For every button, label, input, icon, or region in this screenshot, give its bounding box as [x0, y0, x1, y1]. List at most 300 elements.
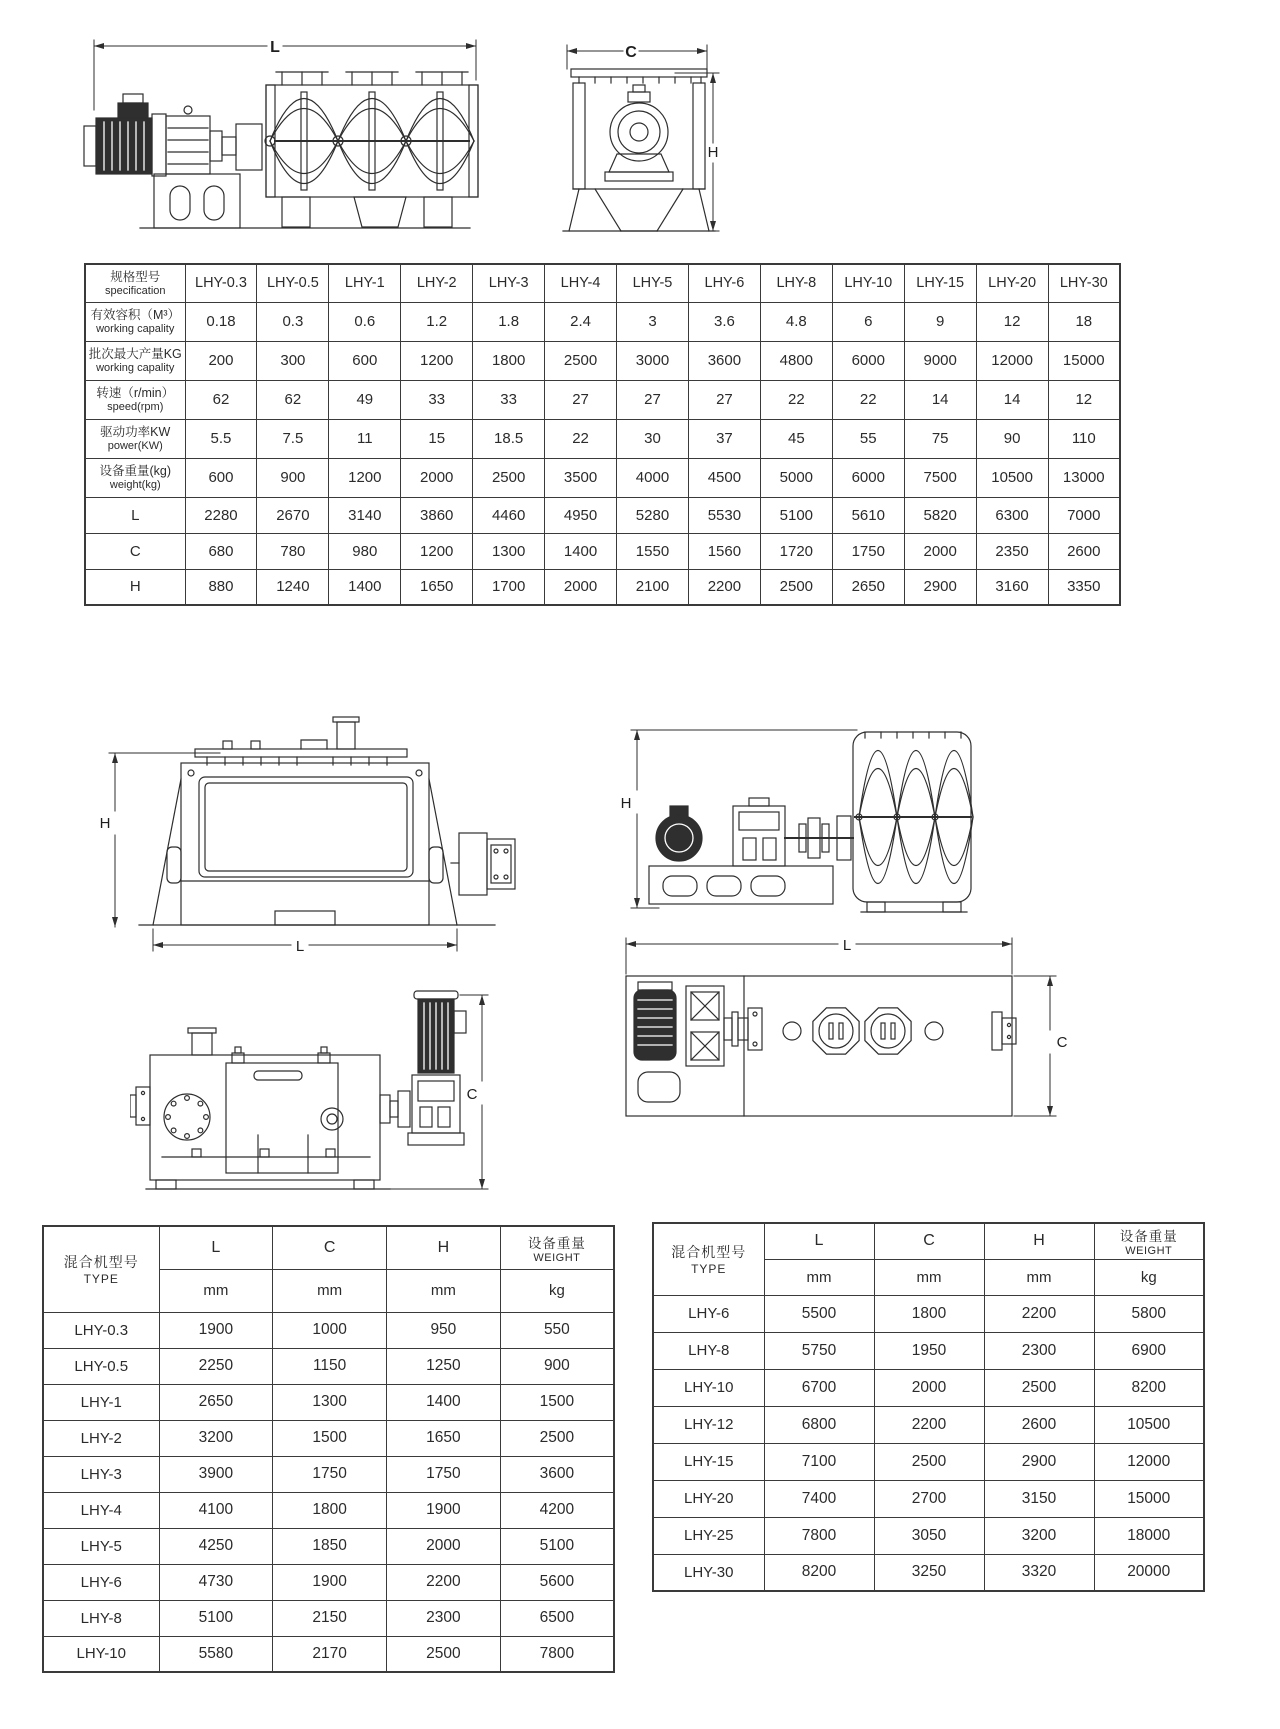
drawing-ribbon-mixer-side-view: [95, 705, 540, 955]
shaft-couplings: [785, 816, 853, 860]
spec-row-label: 批次最大产量KG working capality: [85, 341, 185, 380]
dim-cell: 12000: [1094, 1443, 1204, 1480]
spec-cell: 55: [832, 419, 904, 458]
dim-cell: 3600: [500, 1456, 614, 1492]
dim-row: [43, 1636, 614, 1672]
spec-cell: 2900: [904, 569, 976, 605]
spec-cell: 1800: [473, 341, 545, 380]
dim-cell: 1500: [273, 1420, 387, 1456]
dim-cell: 4730: [159, 1564, 273, 1600]
spec-cell: 12: [976, 302, 1048, 341]
dim-label-l: L: [270, 39, 280, 56]
dim-row-type: LHY-5: [43, 1528, 159, 1564]
spec-cell: 4.8: [760, 302, 832, 341]
spec-model-header: LHY-30: [1048, 264, 1120, 302]
spec-cell: 4500: [688, 458, 760, 497]
spec-header-label: 规格型号 specification: [85, 264, 185, 302]
spec-cell: 6300: [976, 497, 1048, 533]
spray-bar: [162, 1149, 370, 1157]
spec-model-header: LHY-4: [545, 264, 617, 302]
spec-cell: 2500: [473, 458, 545, 497]
spec-cell: 3860: [401, 497, 473, 533]
dim-row-type: LHY-12: [653, 1406, 764, 1443]
base-hopper: [563, 189, 715, 231]
dim-cell: 2500: [500, 1420, 614, 1456]
spec-cell: 5100: [760, 497, 832, 533]
dim-row: [43, 1528, 614, 1564]
spec-cell: 7.5: [257, 419, 329, 458]
spec-cell: 49: [329, 380, 401, 419]
dim-type-header: 混合机型号 TYPE: [653, 1223, 764, 1295]
spec-cell: 3.6: [688, 302, 760, 341]
spec-cell: 5610: [832, 497, 904, 533]
dim-cell: 7800: [764, 1517, 874, 1554]
spec-model-header: LHY-15: [904, 264, 976, 302]
drawing-top-view: [612, 930, 1087, 1185]
dim-col-header: C: [273, 1226, 387, 1269]
spec-row: [85, 533, 1120, 569]
dim-unit-header: kg: [500, 1269, 614, 1312]
spec-cell: 1650: [401, 569, 473, 605]
dim-label-l: L: [295, 938, 305, 955]
gearbox: [733, 798, 785, 866]
spec-cell: 27: [545, 380, 617, 419]
spec-cell: 27: [688, 380, 760, 419]
dimension-l: [153, 929, 457, 955]
dim-col-header: L: [764, 1223, 874, 1259]
spec-cell: 1750: [832, 533, 904, 569]
spec-cell: 2670: [257, 497, 329, 533]
dim-cell: 6700: [764, 1369, 874, 1406]
dim-type-header: 混合机型号 TYPE: [43, 1226, 159, 1312]
spec-cell: 9: [904, 302, 976, 341]
dim-row-type: LHY-2: [43, 1420, 159, 1456]
dim-row: [653, 1406, 1204, 1443]
dim-row: [653, 1480, 1204, 1517]
dim-cell: 1900: [159, 1312, 273, 1348]
dim-cell: 1250: [387, 1348, 501, 1384]
dim-unit-header: kg: [1094, 1259, 1204, 1295]
dim-cell: 5580: [159, 1636, 273, 1672]
dim-cell: 3900: [159, 1456, 273, 1492]
spec-cell: 2280: [185, 497, 257, 533]
feet: [146, 1180, 390, 1189]
mixing-drum: [266, 85, 478, 197]
gear-unit: [451, 833, 515, 895]
spec-cell: 880: [185, 569, 257, 605]
spec-model-header: LHY-2: [401, 264, 473, 302]
spec-cell: 600: [185, 458, 257, 497]
sight-port: [321, 1108, 343, 1130]
spec-cell: 1.2: [401, 302, 473, 341]
dim-cell: 5600: [500, 1564, 614, 1600]
spec-cell: 5280: [617, 497, 689, 533]
dim-cell: 2250: [159, 1348, 273, 1384]
spec-model-header: LHY-20: [976, 264, 1048, 302]
spec-row-label: C: [85, 533, 185, 569]
spec-cell: 2100: [617, 569, 689, 605]
dim-row: [43, 1312, 614, 1348]
dim-unit-header: mm: [273, 1269, 387, 1312]
dim-cell: 2700: [874, 1480, 984, 1517]
spec-cell: 14: [976, 380, 1048, 419]
spec-cell: 3000: [617, 341, 689, 380]
dim-row: [653, 1332, 1204, 1369]
dim-row: [653, 1443, 1204, 1480]
dim-cell: 2200: [984, 1295, 1094, 1332]
dim-row: [43, 1492, 614, 1528]
gearbox: [152, 106, 210, 176]
spec-cell: 18.5: [473, 419, 545, 458]
spec-cell: 1200: [401, 341, 473, 380]
spec-cell: 0.18: [185, 302, 257, 341]
dim-row-type: LHY-30: [653, 1554, 764, 1591]
dim-cell: 6800: [764, 1406, 874, 1443]
dim-cell: 1300: [273, 1384, 387, 1420]
dim-cell: 3050: [874, 1517, 984, 1554]
spec-row-label: H: [85, 569, 185, 605]
spec-cell: 18: [1048, 302, 1120, 341]
spec-cell: 2600: [1048, 533, 1120, 569]
spec-row-label: 转速（r/min） speed(rpm): [85, 380, 185, 419]
spec-cell: 22: [832, 380, 904, 419]
spec-cell: 22: [760, 380, 832, 419]
dim-label-h: H: [707, 144, 719, 161]
spec-cell: 980: [329, 533, 401, 569]
dim-unit-header: mm: [159, 1269, 273, 1312]
spec-cell: 90: [976, 419, 1048, 458]
spec-cell: 5820: [904, 497, 976, 533]
dim-row-type: LHY-0.3: [43, 1312, 159, 1348]
dim-cell: 2150: [273, 1600, 387, 1636]
dim-cell: 2900: [984, 1443, 1094, 1480]
spec-model-header: LHY-3: [473, 264, 545, 302]
spec-cell: 1400: [545, 533, 617, 569]
spec-cell: 3: [617, 302, 689, 341]
spec-cell: 1560: [688, 533, 760, 569]
dim-row: [43, 1384, 614, 1420]
dim-weight-header: 设备重量 WEIGHT: [500, 1226, 614, 1269]
dim-cell: 2500: [984, 1369, 1094, 1406]
spec-cell: 1200: [401, 533, 473, 569]
dim-row-type: LHY-10: [43, 1636, 159, 1672]
dim-row: [653, 1295, 1204, 1332]
dim-cell: 6900: [1094, 1332, 1204, 1369]
dim-label-c: C: [1056, 1034, 1068, 1051]
dim-cell: 4250: [159, 1528, 273, 1564]
dim-label-c: C: [625, 44, 637, 61]
dim-unit-header: mm: [874, 1259, 984, 1295]
spec-cell: 0.3: [257, 302, 329, 341]
spec-header-row: [85, 264, 1120, 302]
dim-label-l: L: [842, 937, 852, 954]
spec-cell: 33: [473, 380, 545, 419]
dim-row: [43, 1348, 614, 1384]
spec-cell: 13000: [1048, 458, 1120, 497]
dim-cell: 2000: [874, 1369, 984, 1406]
dim-cell: 1750: [273, 1456, 387, 1492]
dimension-h: [100, 753, 220, 927]
spec-model-header: LHY-10: [832, 264, 904, 302]
supports: [140, 174, 470, 228]
base: [649, 866, 833, 904]
spec-row-label: 有效容积（M³） working capality: [85, 302, 185, 341]
dim-cell: 7800: [500, 1636, 614, 1672]
spec-cell: 1550: [617, 533, 689, 569]
body: [139, 763, 495, 925]
dim-cell: 5100: [500, 1528, 614, 1564]
spec-cell: 1720: [760, 533, 832, 569]
spec-cell: 2500: [545, 341, 617, 380]
dim-cell: 1650: [387, 1420, 501, 1456]
spec-cell: 30: [617, 419, 689, 458]
spec-cell: 5530: [688, 497, 760, 533]
spec-model-header: LHY-6: [688, 264, 760, 302]
dimension-l: [626, 937, 1012, 974]
dim-cell: 1000: [273, 1312, 387, 1348]
dim-cell: 2500: [387, 1636, 501, 1672]
spec-cell: 12000: [976, 341, 1048, 380]
shaft-coupling: [724, 1008, 762, 1050]
bolt-circle-flange: [164, 1094, 210, 1140]
dim-row-type: LHY-4: [43, 1492, 159, 1528]
spec-cell: 3350: [1048, 569, 1120, 605]
spec-cell: 10500: [976, 458, 1048, 497]
dim-cell: 1850: [273, 1528, 387, 1564]
spec-cell: 15000: [1048, 341, 1120, 380]
spec-cell: 37: [688, 419, 760, 458]
gearbox: [686, 986, 724, 1066]
spec-cell: 3160: [976, 569, 1048, 605]
motor: [656, 806, 702, 861]
dim-cell: 5500: [764, 1295, 874, 1332]
spec-cell: 200: [185, 341, 257, 380]
spec-cell: 1200: [329, 458, 401, 497]
spec-cell: 600: [329, 341, 401, 380]
spec-table: [84, 263, 1121, 606]
spec-cell: 4800: [760, 341, 832, 380]
spec-cell: 5000: [760, 458, 832, 497]
dim-row-type: LHY-20: [653, 1480, 764, 1517]
dim-label-h: H: [620, 795, 632, 812]
spec-model-header: LHY-1: [329, 264, 401, 302]
spec-model-header: LHY-0.5: [257, 264, 329, 302]
dimension-h: [675, 73, 719, 231]
spec-cell: 1.8: [473, 302, 545, 341]
drum-with-blades: [853, 732, 973, 912]
spec-cell: 33: [401, 380, 473, 419]
spec-row-label: 驱动功率KW power(KW): [85, 419, 185, 458]
dim-cell: 2170: [273, 1636, 387, 1672]
dim-col-header: L: [159, 1226, 273, 1269]
spec-cell: 2350: [976, 533, 1048, 569]
dim-cell: 3200: [159, 1420, 273, 1456]
dim-cell: 1900: [387, 1492, 501, 1528]
spec-cell: 3600: [688, 341, 760, 380]
dim-cell: 1900: [273, 1564, 387, 1600]
spec-cell: 4950: [545, 497, 617, 533]
spec-cell: 2500: [760, 569, 832, 605]
dim-cell: 3150: [984, 1480, 1094, 1517]
motor: [634, 982, 676, 1060]
dim-row: [43, 1564, 614, 1600]
dim-row-type: LHY-15: [653, 1443, 764, 1480]
dim-cell: 4100: [159, 1492, 273, 1528]
dim-cell: 4200: [500, 1492, 614, 1528]
access-ports: [783, 1008, 943, 1054]
dim-unit-header: mm: [764, 1259, 874, 1295]
dim-cell: 5800: [1094, 1295, 1204, 1332]
dim-cell: 3200: [984, 1517, 1094, 1554]
lid-fittings: [195, 717, 407, 765]
dim-row-type: LHY-1: [43, 1384, 159, 1420]
spec-model-header: LHY-8: [760, 264, 832, 302]
spec-cell: 62: [257, 380, 329, 419]
dimension-l: [94, 39, 476, 110]
housing: [571, 69, 707, 189]
bearing-assembly: [605, 85, 673, 181]
spec-cell: 1700: [473, 569, 545, 605]
spec-cell: 900: [257, 458, 329, 497]
dimension-c: [567, 44, 707, 69]
drawing-rear-view: [130, 985, 515, 1215]
vertical-motor: [414, 991, 466, 1073]
spec-row: [85, 302, 1120, 341]
dim-cell: 550: [500, 1312, 614, 1348]
dim-label-h: H: [99, 815, 111, 832]
dim-row: [653, 1517, 1204, 1554]
spec-cell: 14: [904, 380, 976, 419]
drawing-agitator-side-view: [615, 690, 975, 920]
spec-cell: 6000: [832, 458, 904, 497]
dim-row-type: LHY-25: [653, 1517, 764, 1554]
spec-cell: 4000: [617, 458, 689, 497]
dim-cell: 1800: [273, 1492, 387, 1528]
spec-cell: 9000: [904, 341, 976, 380]
dim-cell: 15000: [1094, 1480, 1204, 1517]
dim-col-header: H: [387, 1226, 501, 1269]
spec-cell: 1400: [329, 569, 401, 605]
spec-cell: 3140: [329, 497, 401, 533]
spec-cell: 6000: [832, 341, 904, 380]
dim-row: [43, 1456, 614, 1492]
dim-cell: 6500: [500, 1600, 614, 1636]
dim-cell: 8200: [764, 1554, 874, 1591]
dim-cell: 18000: [1094, 1517, 1204, 1554]
dim-row-type: LHY-0.5: [43, 1348, 159, 1384]
spec-cell: 2200: [688, 569, 760, 605]
dim-cell: 3250: [874, 1554, 984, 1591]
drawing-plough-mixer-side-view: [70, 30, 490, 235]
spec-cell: 0.6: [329, 302, 401, 341]
spec-cell: 2000: [401, 458, 473, 497]
spec-cell: 780: [257, 533, 329, 569]
spec-cell: 5.5: [185, 419, 257, 458]
spec-cell: 2650: [832, 569, 904, 605]
dim-weight-header: 设备重量 WEIGHT: [1094, 1223, 1204, 1259]
dim-cell: 3320: [984, 1554, 1094, 1591]
dim-cell: 10500: [1094, 1406, 1204, 1443]
spec-row: [85, 341, 1120, 380]
dim-cell: 2000: [387, 1528, 501, 1564]
dim-row-type: LHY-10: [653, 1369, 764, 1406]
dimension-c: [1014, 976, 1068, 1116]
spec-cell: 7000: [1048, 497, 1120, 533]
dim-row: [43, 1600, 614, 1636]
dim-row-type: LHY-3: [43, 1456, 159, 1492]
dim-cell: 2200: [874, 1406, 984, 1443]
spec-cell: 680: [185, 533, 257, 569]
dim-header-row: [43, 1226, 614, 1269]
spec-cell: 15: [401, 419, 473, 458]
spec-cell: 2.4: [545, 302, 617, 341]
spec-cell: 1300: [473, 533, 545, 569]
dim-unit-header: mm: [387, 1269, 501, 1312]
dim-cell: 2500: [874, 1443, 984, 1480]
dim-row: [653, 1369, 1204, 1406]
spec-cell: 1240: [257, 569, 329, 605]
dim-row-type: LHY-6: [653, 1295, 764, 1332]
dim-cell: 2650: [159, 1384, 273, 1420]
dim-cell: 1150: [273, 1348, 387, 1384]
coupling: [210, 124, 262, 170]
dim-col-header: C: [874, 1223, 984, 1259]
left-flange: [130, 1087, 150, 1125]
spec-cell: 110: [1048, 419, 1120, 458]
spec-cell: 62: [185, 380, 257, 419]
spec-model-header: LHY-5: [617, 264, 689, 302]
dim-header-row: [653, 1223, 1204, 1259]
dimension-table-large-models: [652, 1222, 1205, 1592]
dim-row: [43, 1420, 614, 1456]
dim-cell: 2200: [387, 1564, 501, 1600]
drive-unit: [380, 1075, 464, 1145]
spec-cell: 300: [257, 341, 329, 380]
dim-cell: 5750: [764, 1332, 874, 1369]
spec-row-label: L: [85, 497, 185, 533]
dim-cell: 7400: [764, 1480, 874, 1517]
dim-cell: 1800: [874, 1295, 984, 1332]
spec-cell: 12: [1048, 380, 1120, 419]
dim-col-header: H: [984, 1223, 1094, 1259]
dim-row-type: LHY-8: [653, 1332, 764, 1369]
dim-cell: 2300: [387, 1600, 501, 1636]
dimension-table-small-models: [42, 1225, 615, 1673]
spec-row: [85, 380, 1120, 419]
spec-cell: 2000: [904, 533, 976, 569]
dim-cell: 950: [387, 1312, 501, 1348]
spec-cell: 3500: [545, 458, 617, 497]
dim-row: [653, 1554, 1204, 1591]
spec-cell: 7500: [904, 458, 976, 497]
dim-cell: 8200: [1094, 1369, 1204, 1406]
dim-cell: 7100: [764, 1443, 874, 1480]
dim-cell: 1400: [387, 1384, 501, 1420]
dim-cell: 900: [500, 1348, 614, 1384]
spec-cell: 4460: [473, 497, 545, 533]
dim-cell: 5100: [159, 1600, 273, 1636]
drawing-end-view: [555, 35, 725, 235]
spec-row: [85, 497, 1120, 533]
spec-cell: 11: [329, 419, 401, 458]
dim-cell: 2600: [984, 1406, 1094, 1443]
top-flanges: [276, 72, 468, 85]
dim-cell: 1750: [387, 1456, 501, 1492]
dim-row-type: LHY-8: [43, 1600, 159, 1636]
spec-row-label: 设备重量(kg) weight(kg): [85, 458, 185, 497]
spec-cell: 22: [545, 419, 617, 458]
dim-cell: 1950: [874, 1332, 984, 1369]
